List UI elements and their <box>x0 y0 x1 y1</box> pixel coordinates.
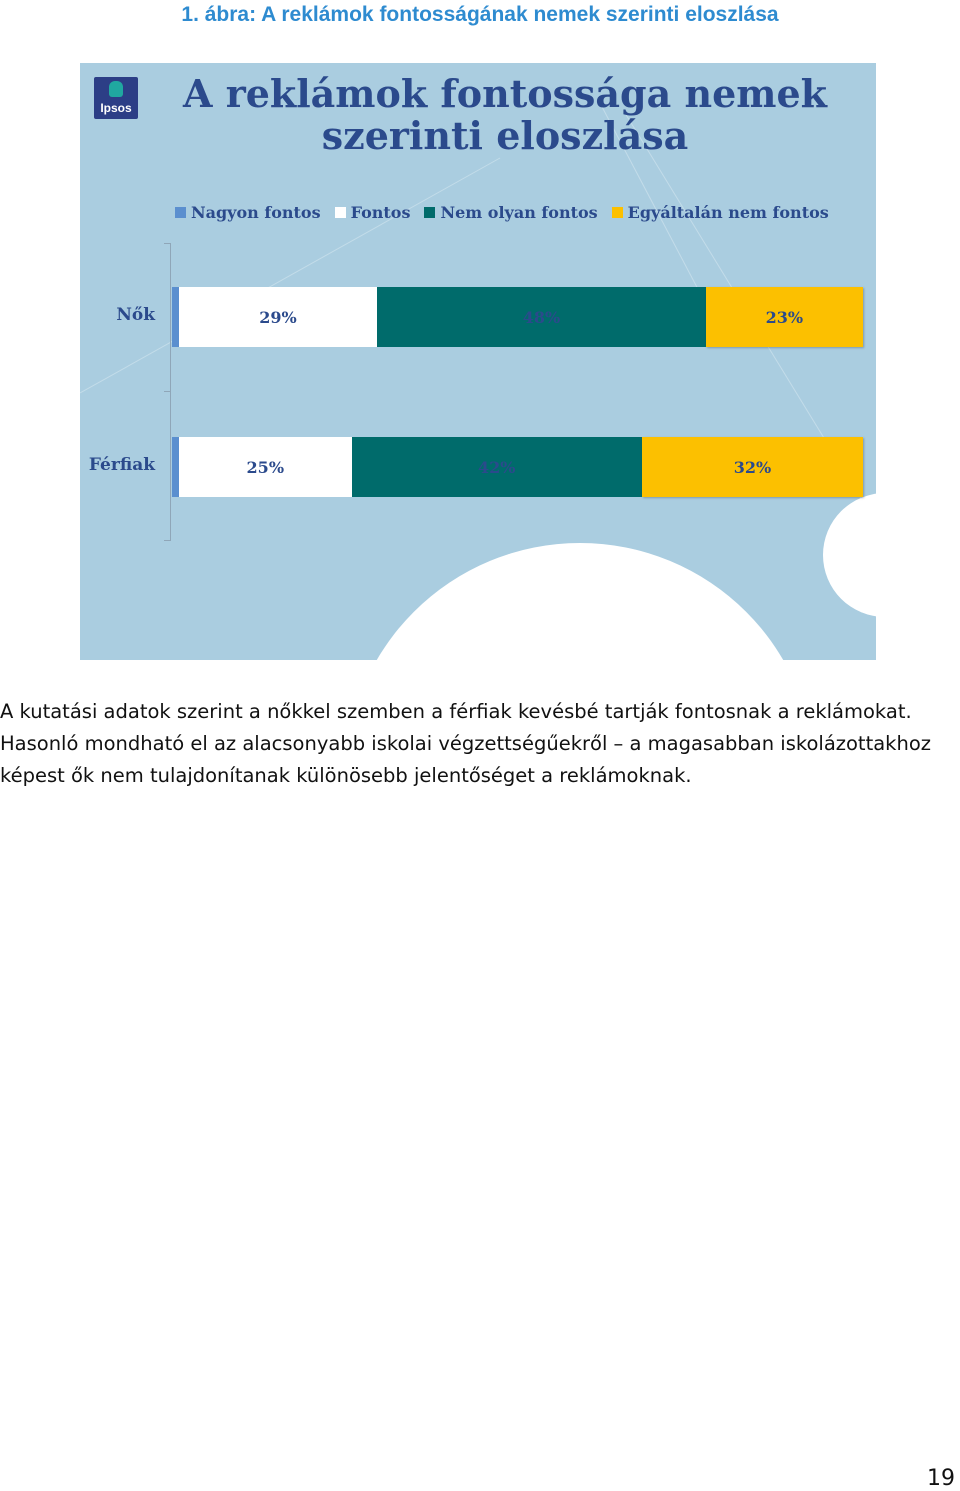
axis-tick <box>164 391 171 392</box>
axis-tick <box>164 540 171 541</box>
bar-segment <box>172 287 179 347</box>
legend-label: Fontos <box>350 203 411 222</box>
paragraph-line: Hasonló mondható el az alacsonyabb iskolai végzettségűekről – a magasabban iskolázottakhoz <box>0 732 931 755</box>
axis-tick <box>164 243 171 244</box>
data-label: 42% <box>478 457 516 477</box>
data-label: 29% <box>259 307 297 327</box>
legend-item <box>335 203 411 222</box>
legend-item <box>175 203 321 222</box>
legend-swatch <box>175 207 186 218</box>
legend-label: Egyáltalán nem fontos <box>627 203 829 222</box>
category-label: Nők <box>116 305 155 325</box>
logo-bulb-icon <box>109 81 123 97</box>
bar-segment <box>706 287 863 347</box>
legend-swatch <box>335 207 346 218</box>
ipsos-logo <box>94 77 138 119</box>
bar-segment <box>377 287 705 347</box>
data-label: 23% <box>765 307 804 327</box>
bar-segment <box>179 287 377 347</box>
bar-segment <box>642 437 863 497</box>
legend-swatch <box>424 207 435 218</box>
legend-item <box>612 203 829 222</box>
paragraph-line: A kutatási adatok szerint a nőkkel szemben a férfiak kevésbé tartják fontosnak a reklámokat. <box>0 700 912 723</box>
legend-label: Nem olyan fontos <box>440 203 598 222</box>
data-label: 32% <box>733 457 772 477</box>
bar-segment <box>172 437 179 497</box>
body-paragraph <box>0 696 960 792</box>
bar-segment <box>352 437 642 497</box>
bar-segment <box>179 437 352 497</box>
legend-label: Nagyon fontos <box>191 203 321 222</box>
logo-text: Ipsos <box>100 101 132 115</box>
category-axis <box>170 243 171 541</box>
legend-item <box>424 203 597 222</box>
paragraph-line: képest ők nem tulajdonítanak különösebb jelentőséget a reklámoknak. <box>0 764 692 787</box>
chart-legend <box>175 203 829 222</box>
legend-swatch <box>612 207 623 218</box>
chart-slide <box>80 63 876 660</box>
page-number: 19 <box>927 1466 955 1491</box>
data-label: 25% <box>246 457 285 477</box>
data-label: 48% <box>522 307 561 327</box>
chart-title: A reklámok fontossága nemek szerinti eloszlása <box>183 71 827 158</box>
figure-caption: 1. ábra: A reklámok fontosságának nemek szerinti eloszlása <box>181 3 779 26</box>
category-label: Férfiak <box>88 455 155 475</box>
